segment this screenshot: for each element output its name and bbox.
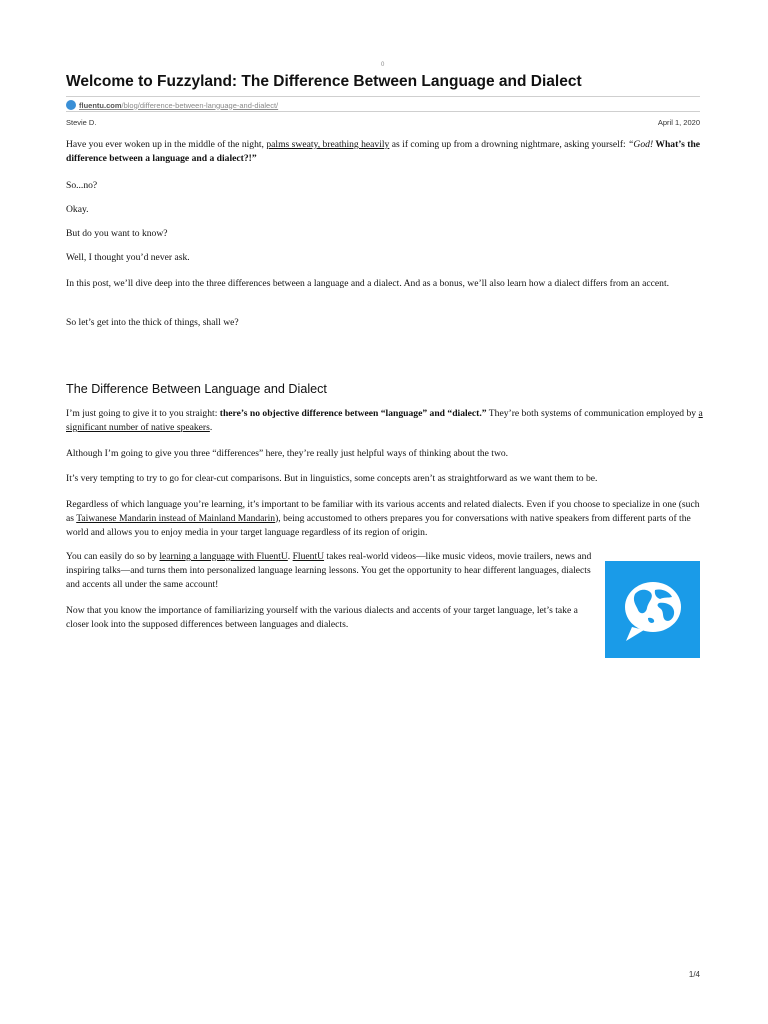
native-speakers-link[interactable]: a significant number of native speakers — [66, 408, 703, 433]
paragraph-three-differences: Although I’m going to give you three “differences” here, they’re really just helpful ways of thinking about the two. — [66, 448, 509, 459]
paragraph-thick-of-things: So let’s get into the thick of things, shall we? — [66, 317, 239, 328]
intro-link[interactable]: palms sweaty, breathing heavily — [266, 139, 390, 150]
source-url — [66, 100, 278, 110]
author: Stevie D. — [66, 118, 97, 127]
paragraph-straight: I’m just going to give it to you straight: there’s no objective difference between “language” and “dialect.” They’re both systems of communication employed by a significant number of native speakers. — [66, 408, 703, 433]
mandarin-link[interactable]: Taiwanese Mandarin instead of Mainland Mandarin — [76, 513, 276, 524]
paragraph-so-no: So...no? — [66, 180, 98, 191]
source-divider — [66, 111, 700, 112]
fluentu-logo[interactable] — [605, 561, 700, 658]
article-title: Welcome to Fuzzyland: The Difference Between Language and Dialect — [66, 73, 582, 90]
title-divider — [66, 96, 700, 97]
paragraph-want-to-know: But do you want to know? — [66, 228, 168, 239]
paragraph-fluentu: You can easily do so by learning a language with FluentU. FluentU takes real-world videos—like music videos, movie trailers, news and inspiring talks—and turns them into personalized language learning lessons. You get the opportunity to hear different languages, dialects and accents all under the same account! — [66, 551, 592, 590]
paragraph-regardless: Regardless of which language you’re learning, it’s important to be familiar with its various accents and related dialects. Even if you choose to specialize in one (such as Taiwanese Mandarin instead of Mainland Mandarin), being accustomed to others prepares you for conversations with native speakers from different parts of the world and allows you to enjoy media in your target language regardless of its region of origin. — [66, 499, 700, 538]
section-heading: The Difference Between Language and Dialect — [66, 382, 327, 396]
paragraph-closer-look: Now that you know the importance of familiarizing yourself with the various dialects and accents of your target language, let’s take a closer look into the supposed differences between languages and dialects. — [66, 605, 578, 630]
fluentu-link[interactable]: FluentU — [292, 551, 325, 562]
intro-paragraph: Have you ever woken up in the middle of the night, palms sweaty, breathing heavily as if coming up from a drowning nightmare, asking yourself: “God! What’s the difference between a language and a dialect?!” — [66, 139, 701, 164]
site-favicon-icon — [66, 100, 76, 110]
globe-speech-bubble-icon — [618, 577, 688, 643]
paragraph-tempting: It’s very tempting to try to go for clear-cut comparisons. But in linguistics, some concepts aren’t as straightforward as we want them to be. — [66, 473, 598, 484]
source-link[interactable]: fluentu.com/blog/difference-between-language-and-dialect/ — [79, 100, 279, 110]
paragraph-okay: Okay. — [66, 204, 89, 215]
publish-date: April 1, 2020 — [657, 118, 700, 127]
fluentu-learning-link[interactable]: learning a language with FluentU — [159, 551, 288, 562]
paragraph-in-this-post: In this post, we’ll dive deep into the three differences between a language and a dialect. And as a bonus, we’ll also learn how a dialect differs from an accent. — [66, 278, 670, 289]
page-number: 1/4 — [688, 970, 700, 979]
paragraph-never-ask: Well, I thought you’d never ask. — [66, 252, 190, 263]
top-mark: 0 — [381, 62, 385, 68]
